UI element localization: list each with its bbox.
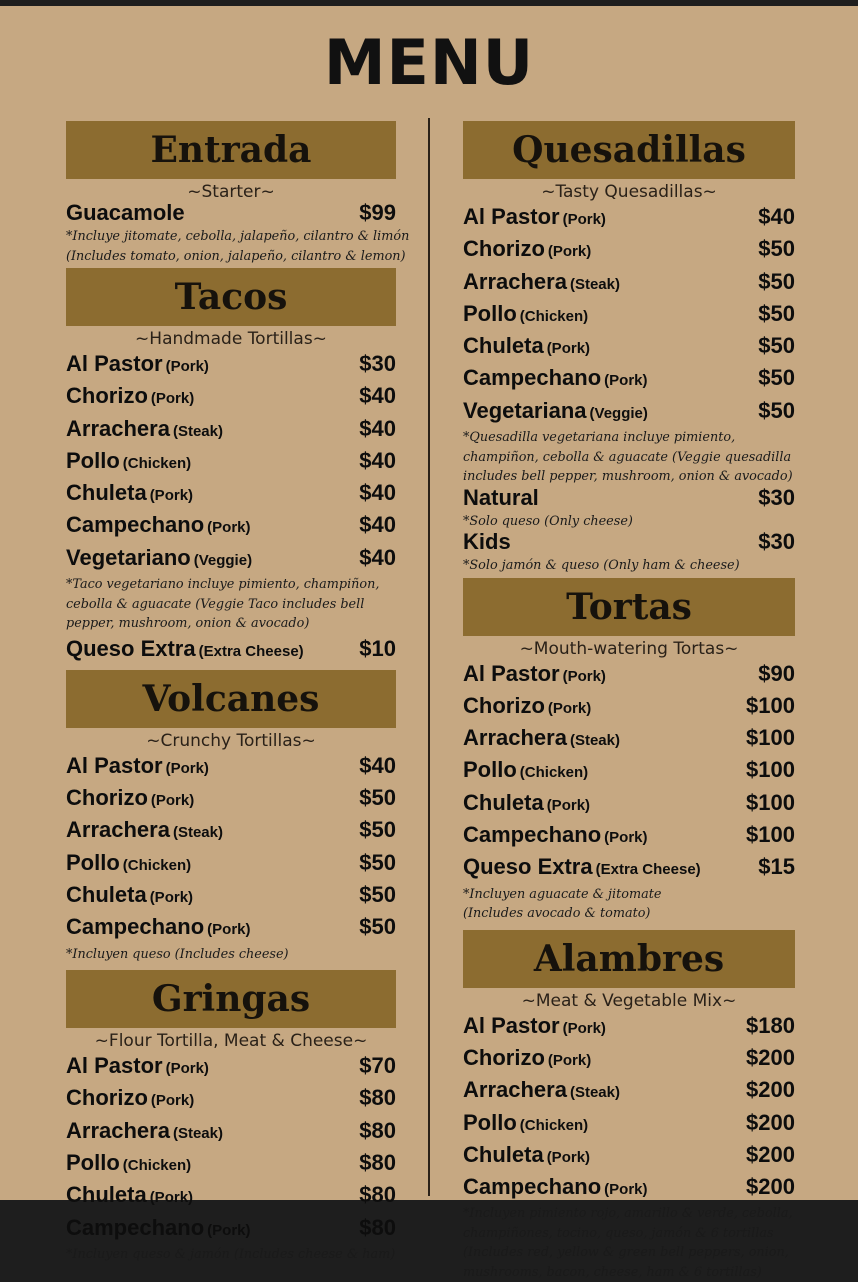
item-description: (Steak) [172, 824, 223, 842]
item-price: $200 [746, 1044, 795, 1070]
section-note [66, 575, 396, 634]
menu-item [66, 815, 396, 847]
item-name: Natural [463, 484, 539, 510]
menu-item [463, 659, 795, 691]
item-name: Arrachera [463, 268, 567, 294]
section-subtitle: ~Crunchy Tortillas~ [146, 730, 316, 751]
section-heading: Quesadillas [463, 121, 795, 179]
item-description: (Pork) [165, 1060, 209, 1078]
item-name: Al Pastor [66, 752, 163, 778]
item-description: (Steak) [172, 422, 223, 440]
menu-item [463, 267, 795, 299]
column-divider [428, 118, 430, 1196]
menu-item [66, 543, 396, 575]
menu-section-entrada [66, 121, 410, 266]
item-price: $40 [359, 544, 396, 570]
item-price: $100 [746, 789, 795, 815]
menu-page [0, 6, 858, 1280]
note-line: *Incluyen queso (Includes cheese) [66, 946, 289, 962]
menu-item [66, 1116, 396, 1148]
menu-section-gringas [66, 970, 396, 1264]
item-description: (Pork) [149, 1189, 194, 1207]
item-name: Campechano [463, 822, 602, 848]
item-name: Guacamole [66, 200, 185, 225]
menu-item-label [66, 783, 194, 815]
section-subtitle: ~Flour Tortilla, Meat & Cheese~ [94, 1031, 368, 1052]
item-name: Campechano [463, 365, 602, 391]
item-name: Chuleta [463, 789, 544, 815]
section-note [66, 945, 396, 965]
menu-item [463, 723, 795, 755]
item-description: (Steak) [569, 275, 620, 293]
item-description: (Veggie) [589, 404, 648, 422]
section-note [66, 1245, 396, 1265]
item-description: (Pork) [207, 1221, 251, 1239]
section-heading: Alambres [463, 930, 795, 988]
item-description: (Pork) [546, 1148, 591, 1166]
item-name: Queso Extra [463, 854, 593, 880]
item-price: $100 [746, 725, 795, 751]
item-name: Pollo [463, 757, 517, 783]
menu-item [66, 783, 396, 815]
item-price: $90 [758, 660, 795, 686]
item-price: $40 [359, 383, 396, 409]
menu-item [66, 510, 396, 542]
menu-item-label [463, 484, 542, 512]
item-price: $200 [746, 1077, 795, 1103]
menu-item [66, 478, 396, 510]
menu-item-label [463, 202, 606, 234]
section-note [463, 885, 795, 924]
section-subtitle: ~Tasty Quesadillas~ [541, 182, 717, 202]
item-description: (Pork) [165, 358, 209, 375]
item-description: (Pork) [165, 759, 209, 777]
item-description: (Pork) [547, 243, 592, 261]
item-name: Arrachera [66, 415, 170, 441]
menu-item-label [463, 267, 620, 299]
menu-item-label [463, 363, 648, 395]
section-heading: Gringas [66, 970, 396, 1028]
menu-item-label [463, 1043, 591, 1075]
menu-item-label [66, 1116, 223, 1148]
item-price: $30 [758, 484, 795, 510]
menu-item-label [66, 1148, 191, 1180]
section-heading: Tortas [463, 578, 795, 636]
item-price: $30 [758, 529, 795, 555]
menu-item-label [463, 691, 591, 723]
menu-item-label [66, 414, 223, 446]
item-name: Al Pastor [66, 351, 163, 376]
right-column [463, 121, 795, 1282]
item-price: $100 [746, 757, 795, 783]
section-note [66, 227, 410, 266]
menu-item-label [66, 912, 251, 944]
menu-item-label [66, 1051, 209, 1083]
item-description: (Pork) [562, 667, 606, 685]
item-description: (Pork) [604, 1181, 648, 1199]
menu-item-label [66, 478, 193, 510]
page-title: MENU [323, 26, 535, 99]
item-name: Al Pastor [463, 204, 560, 229]
section-note [463, 1204, 795, 1282]
item-name: Vegetariano [66, 544, 191, 570]
item-price: $50 [359, 849, 396, 875]
menu-item [66, 381, 396, 413]
item-description: (Pork) [562, 211, 606, 228]
item-price: $50 [359, 817, 396, 843]
item-name: Arrachera [66, 1117, 170, 1143]
item-price: $100 [746, 822, 795, 848]
menu-item-label [463, 1011, 606, 1043]
item-price: $50 [758, 268, 795, 294]
item-description: (Pork) [150, 1092, 195, 1110]
menu-item-label [463, 755, 588, 787]
item-description: (Chicken) [519, 764, 589, 782]
item-name: Pollo [66, 1150, 120, 1176]
item-name: Pollo [66, 447, 120, 473]
menu-item-label [66, 510, 251, 542]
menu-item [66, 1083, 396, 1115]
menu-item-label [66, 848, 191, 880]
left-column [66, 121, 410, 1264]
menu-item [463, 1043, 795, 1075]
menu-section-quesadillas [463, 121, 795, 576]
item-description: (Pork) [547, 1051, 592, 1069]
item-price: $80 [359, 1085, 396, 1111]
item-description: (Pork) [150, 390, 195, 408]
item-price: $50 [758, 365, 795, 391]
item-name: Chorizo [66, 785, 148, 811]
item-price: $40 [359, 415, 396, 441]
extra-note [463, 556, 795, 576]
menu-item [66, 414, 396, 446]
section-subtitle: ~Mouth-watering Tortas~ [519, 638, 739, 659]
note-line: *Incluyen queso & jamón (Includes cheese & ham) [66, 1246, 396, 1262]
item-description: (Pork) [562, 1019, 606, 1037]
item-name: Chuleta [463, 333, 544, 359]
item-name: Chorizo [463, 692, 545, 718]
menu-item [66, 349, 396, 381]
item-name: Arrachera [463, 1077, 567, 1103]
menu-item [463, 299, 795, 331]
menu-item [463, 484, 795, 512]
item-description: (Chicken) [122, 454, 192, 472]
item-name: Chuleta [463, 1141, 544, 1167]
menu-item-label [66, 880, 193, 912]
menu-item [463, 1108, 795, 1140]
item-name: Pollo [463, 300, 517, 326]
menu-item [463, 820, 795, 852]
menu-item-label [463, 1075, 620, 1107]
item-description: (Extra Cheese) [198, 642, 304, 660]
item-name: Chorizo [463, 236, 545, 262]
menu-item [463, 202, 795, 234]
item-price: $200 [746, 1141, 795, 1167]
section-heading: Volcanes [66, 670, 396, 728]
item-price: $100 [746, 692, 795, 718]
item-description: (Pork) [207, 921, 251, 939]
menu-item-label [66, 1083, 194, 1115]
item-name: Arrachera [66, 817, 170, 843]
item-description: (Pork) [149, 889, 194, 907]
menu-item [463, 852, 795, 884]
menu-section-tortas [463, 578, 795, 924]
menu-section-volcanes [66, 670, 396, 964]
menu-item [463, 363, 795, 395]
item-price: $99 [359, 200, 396, 225]
menu-item-label [463, 331, 590, 363]
note-line: pepper, mushroom, onion & avocado) [66, 616, 310, 632]
menu-item [463, 788, 795, 820]
item-name: Pollo [463, 1109, 517, 1135]
item-description: (Pork) [149, 487, 194, 505]
item-description: (Veggie) [193, 551, 253, 569]
item-price: $40 [359, 752, 396, 778]
note-line: includes bell pepper, mushroom, onion & avocado) [463, 469, 793, 485]
menu-item [66, 634, 396, 666]
menu-item [463, 691, 795, 723]
item-price: $80 [359, 1117, 396, 1143]
menu-item [66, 880, 396, 912]
menu-item-label [66, 349, 209, 381]
note-line: *Solo queso (Only cheese) [463, 513, 633, 529]
item-name: Pollo [66, 849, 120, 875]
menu-item-label [66, 815, 223, 847]
section-heading: Tacos [66, 268, 396, 326]
menu-item [463, 331, 795, 363]
item-name: Campechano [66, 512, 205, 538]
extra-note [463, 512, 795, 532]
item-description: (Steak) [569, 732, 620, 750]
menu-item [66, 1051, 396, 1083]
menu-item-label [463, 1108, 588, 1140]
item-name: Campechano [66, 1214, 205, 1240]
section-note [463, 428, 795, 487]
item-description: (Chicken) [122, 856, 192, 874]
section-subtitle: ~Meat & Vegetable Mix~ [521, 990, 737, 1011]
item-description: (Extra Cheese) [595, 861, 701, 879]
note-line: (Includes red, yellow & green bell peppers, onion, [463, 1245, 789, 1261]
item-description: (Pork) [150, 792, 195, 810]
note-line: *Incluyen aguacate & jitomate [463, 886, 662, 902]
item-price: $40 [758, 204, 795, 229]
menu-item [463, 234, 795, 266]
item-description: (Pork) [604, 372, 648, 390]
item-name: Queso Extra [66, 635, 196, 661]
menu-item [463, 1075, 795, 1107]
menu-item [66, 202, 396, 227]
menu-item [463, 755, 795, 787]
menu-item-label [463, 723, 620, 755]
note-line: champiñon, cebolla & aguacate (Veggie quesadilla [463, 449, 792, 465]
menu-item [66, 848, 396, 880]
menu-item-label [463, 299, 588, 331]
menu-item [463, 396, 795, 428]
item-price: $50 [359, 882, 396, 908]
note-line: *Solo jamón & queso (Only ham & cheese) [463, 558, 740, 574]
menu-item [463, 1011, 795, 1043]
menu-section-alambres [463, 930, 795, 1282]
item-price: $200 [746, 1109, 795, 1135]
note-line: champiñones, tocino, queso, jamón & 6 tortillas [463, 1225, 774, 1241]
item-name: Kids [463, 529, 511, 555]
menu-section-tacos [66, 268, 396, 666]
item-price: $50 [758, 333, 795, 359]
item-price: $70 [359, 1053, 396, 1079]
item-price: $40 [359, 480, 396, 506]
menu-item [66, 912, 396, 944]
item-description: (Steak) [569, 1084, 620, 1102]
note-line: cebolla & aguacate (Veggie Taco includes bell [66, 596, 365, 612]
menu-item-label [463, 852, 701, 884]
menu-item-label [66, 1213, 251, 1245]
item-description: (Pork) [546, 340, 591, 358]
menu-item-label [463, 396, 648, 428]
item-name: Campechano [463, 1174, 602, 1200]
item-description: (Steak) [172, 1124, 223, 1142]
item-price: $80 [359, 1150, 396, 1176]
item-name: Chuleta [66, 480, 147, 506]
item-price: $50 [359, 785, 396, 811]
item-name: Arrachera [463, 725, 567, 751]
item-name: Vegetariana [463, 397, 587, 423]
menu-item [463, 531, 795, 556]
note-line: *Quesadilla vegetariana incluye pimiento, [463, 430, 736, 446]
menu-item-label [66, 381, 194, 413]
item-description: (Pork) [546, 796, 591, 814]
menu-item-label [66, 634, 304, 666]
menu-item-label [463, 788, 590, 820]
note-line: mushrooms, bacon, cheese, ham & 6 tortillas) [463, 1264, 762, 1280]
menu-item-label [66, 446, 191, 478]
item-name: Al Pastor [66, 1053, 163, 1079]
item-price: $30 [359, 351, 396, 376]
menu-item-label [66, 1180, 193, 1212]
item-name: Chorizo [463, 1044, 545, 1070]
item-name: Campechano [66, 914, 205, 940]
menu-item-label [463, 820, 648, 852]
item-description: (Chicken) [519, 307, 589, 325]
menu-item-label [463, 1140, 590, 1172]
menu-item-label [66, 751, 209, 783]
note-line: *Taco vegetariano incluye pimiento, champiñon, [66, 577, 380, 593]
menu-item [66, 1213, 396, 1245]
item-price: $50 [758, 236, 795, 262]
item-description: (Pork) [604, 829, 648, 847]
item-price: $80 [359, 1214, 396, 1240]
item-name: Chorizo [66, 1085, 148, 1111]
menu-item-label [66, 543, 252, 575]
item-name: Al Pastor [463, 1012, 560, 1038]
menu-item [66, 446, 396, 478]
item-price: $80 [359, 1182, 396, 1208]
item-price: $40 [359, 512, 396, 538]
menu-item-label [463, 531, 514, 556]
item-description: (Pork) [547, 699, 592, 717]
menu-item-label [463, 234, 591, 266]
item-name: Al Pastor [463, 660, 560, 686]
menu-item [66, 1180, 396, 1212]
section-subtitle: ~Handmade Tortillas~ [135, 329, 327, 349]
note-line: *Incluye jitomate, cebolla, jalapeño, cilantro & limón [66, 229, 410, 244]
item-description: (Chicken) [122, 1157, 192, 1175]
item-price: $50 [758, 397, 795, 423]
section-subtitle: ~Starter~ [187, 182, 275, 202]
item-description: (Pork) [207, 519, 251, 537]
item-price: $50 [359, 914, 396, 940]
menu-item [66, 1148, 396, 1180]
menu-item-label [463, 659, 606, 691]
note-line: *Incluyen pimiento rojo, amarillo & verde, cebolla, [463, 1206, 793, 1222]
menu-item [66, 751, 396, 783]
item-name: Chuleta [66, 1182, 147, 1208]
note-line: (Includes tomato, onion, jalapeño, cilantro & lemon) [66, 248, 406, 264]
item-price: $15 [758, 854, 795, 880]
item-name: Chuleta [66, 882, 147, 908]
menu-item-label [66, 202, 188, 227]
item-price: $10 [359, 635, 396, 661]
item-price: $40 [359, 447, 396, 473]
item-price: $200 [746, 1174, 795, 1200]
item-name: Chorizo [66, 383, 148, 409]
item-description: (Chicken) [519, 1116, 589, 1134]
item-price: $50 [758, 300, 795, 326]
item-price: $180 [746, 1012, 795, 1038]
section-heading: Entrada [66, 121, 396, 179]
note-line: (Includes avocado & tomato) [463, 906, 651, 922]
menu-item [463, 1140, 795, 1172]
